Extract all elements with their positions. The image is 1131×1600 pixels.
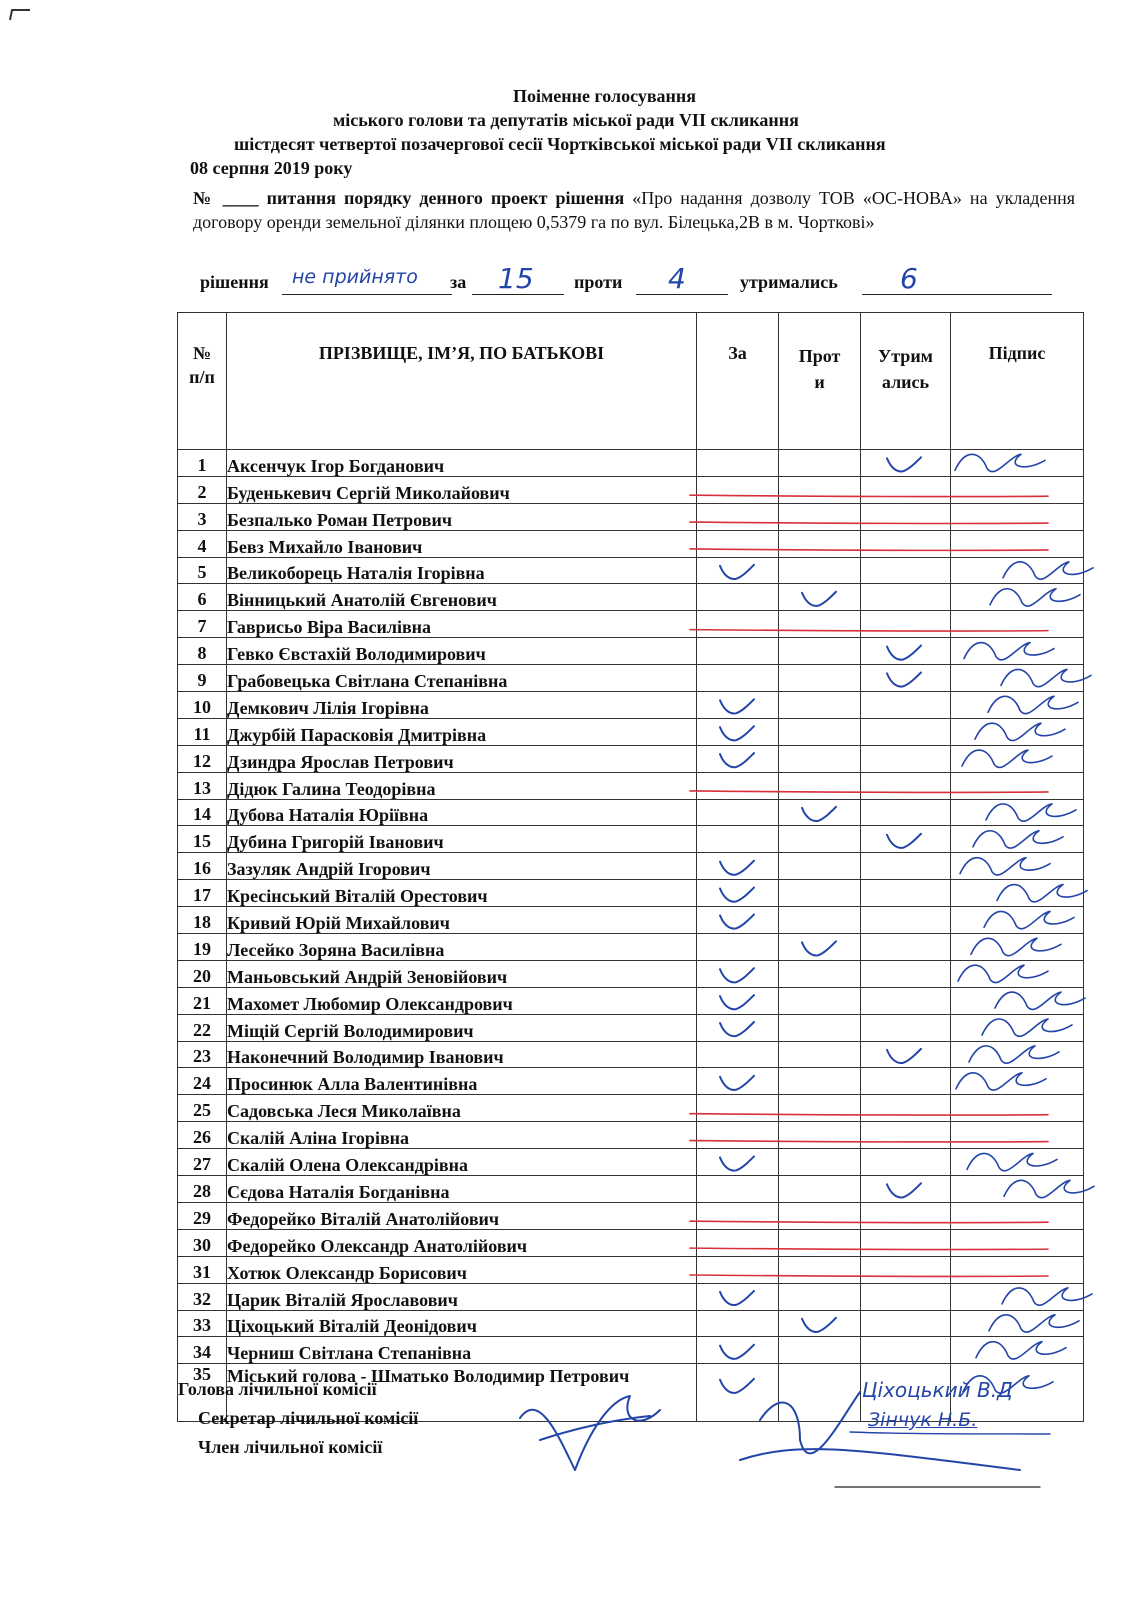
table-row (178, 584, 1084, 611)
table-row (178, 1068, 1084, 1095)
table-row (178, 1014, 1084, 1041)
vote-against-cell (779, 1176, 861, 1203)
vote-abstain-cell (861, 1095, 951, 1122)
vote-abstain-cell (861, 692, 951, 719)
table-row (178, 880, 1084, 907)
vote-against-cell (779, 799, 861, 826)
row-number: 23 (178, 1041, 227, 1068)
deputy-name: Кресінський Віталій Орестович (227, 880, 697, 907)
deputy-name: Махомет Любомир Олександрович (227, 987, 697, 1014)
vote-abstain-cell (861, 530, 951, 557)
vote-for-cell (697, 450, 779, 477)
row-number: 17 (178, 880, 227, 907)
table-row (178, 1256, 1084, 1283)
handwritten-name-2: Зінчук Н.Б. (868, 1409, 978, 1431)
vote-for-cell (697, 638, 779, 665)
signature-underline (850, 1432, 1050, 1434)
vote-for-cell (697, 1095, 779, 1122)
table-row (178, 1337, 1084, 1364)
row-number: 25 (178, 1095, 227, 1122)
row-number: 27 (178, 1149, 227, 1176)
vote-for-cell (697, 799, 779, 826)
document-subtitle: міського голови та депутатів міської ради VII скликання (333, 110, 799, 130)
table-row (178, 1176, 1084, 1203)
deputy-name: Царик Віталій Ярославович (227, 1283, 697, 1310)
vote-abstain-cell (861, 503, 951, 530)
vote-for-cell (697, 1014, 779, 1041)
vote-for-cell (697, 503, 779, 530)
vote-against-cell (779, 960, 861, 987)
vote-against-cell (779, 907, 861, 934)
deputy-name: Федорейко Віталій Анатолійович (227, 1202, 697, 1229)
signature-cell (951, 826, 1084, 853)
signature-cell (951, 530, 1084, 557)
vote-against-cell (779, 1364, 861, 1422)
vote-abstain-cell (861, 1068, 951, 1095)
vote-against-cell (779, 853, 861, 880)
vote-against-cell (779, 718, 861, 745)
vote-against-cell (779, 1229, 861, 1256)
table-row (178, 745, 1084, 772)
vote-for-cell (697, 853, 779, 880)
deputy-name: Наконечний Володимир Іванович (227, 1041, 697, 1068)
vote-against-cell (779, 987, 861, 1014)
table-row (178, 1310, 1084, 1337)
table-row (178, 692, 1084, 719)
vote-for-cell (697, 907, 779, 934)
vote-abstain-cell (861, 611, 951, 638)
row-number: 21 (178, 987, 227, 1014)
session-title: шістдесят четвертої позачергової сесії Чортківської міської ради VII скликання (234, 134, 886, 154)
vote-for-cell (697, 1176, 779, 1203)
table-row (178, 907, 1084, 934)
signature-cell (951, 1041, 1084, 1068)
table-row (178, 638, 1084, 665)
vote-abstain-cell (861, 987, 951, 1014)
document-title: Поіменне голосування (513, 86, 697, 106)
signature-cell (951, 987, 1084, 1014)
table-row (178, 799, 1084, 826)
agenda-item (193, 186, 1075, 234)
vote-abstain-cell (861, 934, 951, 961)
vote-for-cell (697, 772, 779, 799)
vote-against-cell (779, 1095, 861, 1122)
vote-against-cell (779, 503, 861, 530)
vote-for-cell (697, 1068, 779, 1095)
deputy-name: Гаврисьо Віра Василівна (227, 611, 697, 638)
row-number: 8 (178, 638, 227, 665)
vote-against-cell (779, 934, 861, 961)
deputy-name: Просинюк Алла Валентинівна (227, 1068, 697, 1095)
vote-abstain-cell (861, 1041, 951, 1068)
vote-for-cell (697, 987, 779, 1014)
vote-table-header (178, 313, 1084, 450)
vote-against-cell (779, 450, 861, 477)
vote-against-cell (779, 1149, 861, 1176)
signature-cell (951, 772, 1084, 799)
signature-cell (951, 1202, 1084, 1229)
signature-cell (951, 799, 1084, 826)
deputy-name: Кривий Юрій Михайлович (227, 907, 697, 934)
vote-abstain-cell (861, 1283, 951, 1310)
row-number: 3 (178, 503, 227, 530)
vote-for-cell (697, 1122, 779, 1149)
row-number: 30 (178, 1229, 227, 1256)
signature-cell (951, 907, 1084, 934)
vote-abstain-cell (861, 1202, 951, 1229)
vote-against-cell (779, 1041, 861, 1068)
row-number: 2 (178, 476, 227, 503)
table-row (178, 1283, 1084, 1310)
signature-cell (951, 638, 1084, 665)
vote-abstain-cell (861, 665, 951, 692)
vote-against-cell (779, 745, 861, 772)
vote-abstain-cell (861, 799, 951, 826)
vote-abstain-cell (861, 1337, 951, 1364)
row-number: 32 (178, 1283, 227, 1310)
vote-abstain-cell (861, 880, 951, 907)
row-number: 13 (178, 772, 227, 799)
vote-abstain-cell (861, 772, 951, 799)
vote-abstain-cell (861, 1122, 951, 1149)
vote-abstain-cell (861, 584, 951, 611)
vote-abstain-cell (861, 853, 951, 880)
header-num: № п/п (178, 313, 227, 450)
vote-for-cell (697, 826, 779, 853)
signature-cell (951, 960, 1084, 987)
signature-cell (951, 557, 1084, 584)
deputy-name: Федорейко Олександр Анатолійович (227, 1229, 697, 1256)
vote-against-cell (779, 530, 861, 557)
vote-against-cell (779, 1122, 861, 1149)
table-row (178, 1041, 1084, 1068)
row-number: 34 (178, 1337, 227, 1364)
vote-for-cell (697, 611, 779, 638)
vote-abstain-cell (861, 907, 951, 934)
abstain-blank (862, 294, 1052, 295)
for-handwritten: 15 (498, 262, 534, 295)
deputy-name: Хотюк Олександр Борисович (227, 1256, 697, 1283)
row-number: 35 (178, 1364, 227, 1422)
signature-cell (951, 1337, 1084, 1364)
row-number: 12 (178, 745, 227, 772)
deputy-name: Міщій Сергій Володимирович (227, 1014, 697, 1041)
row-number: 7 (178, 611, 227, 638)
vote-for-cell (697, 584, 779, 611)
table-row (178, 476, 1084, 503)
handwritten-name-1: Ціхоцький В.Д (862, 1378, 1013, 1402)
deputy-name: Скалій Олена Олександрівна (227, 1149, 697, 1176)
vote-for-cell (697, 557, 779, 584)
vote-for-cell (697, 745, 779, 772)
row-number: 9 (178, 665, 227, 692)
table-row (178, 987, 1084, 1014)
deputy-name: Лесейко Зоряна Василівна (227, 934, 697, 961)
deputy-name: Зазуляк Андрій Ігорович (227, 853, 697, 880)
vote-for-cell (697, 1256, 779, 1283)
vote-table (177, 312, 1084, 1422)
deputy-name: Дубова Наталія Юріївна (227, 799, 697, 826)
vote-abstain-cell (861, 450, 951, 477)
row-number: 28 (178, 1176, 227, 1203)
vote-against-cell (779, 638, 861, 665)
vote-for-cell (697, 960, 779, 987)
scan-corner-mark (8, 8, 32, 22)
vote-against-cell (779, 1256, 861, 1283)
table-row (178, 1122, 1084, 1149)
row-number: 29 (178, 1202, 227, 1229)
signature-cell (951, 1256, 1084, 1283)
row-number: 10 (178, 692, 227, 719)
vote-against-cell (779, 1068, 861, 1095)
row-number: 31 (178, 1256, 227, 1283)
vote-against-cell (779, 880, 861, 907)
vote-abstain-cell (861, 638, 951, 665)
vote-against-cell (779, 692, 861, 719)
vote-abstain-cell (861, 1014, 951, 1041)
table-row (178, 853, 1084, 880)
row-number: 22 (178, 1014, 227, 1041)
deputy-name: Садовська Леся Миколаївна (227, 1095, 697, 1122)
vote-against-cell (779, 1283, 861, 1310)
deputy-name: Бевз Михайло Іванович (227, 530, 697, 557)
counting-commission-secretary: Секретар лічильної комісії (198, 1408, 419, 1428)
vote-for-cell (697, 1337, 779, 1364)
vote-for-cell (697, 1310, 779, 1337)
vote-abstain-cell (861, 826, 951, 853)
deputy-name: Гевко Євстахій Володимирович (227, 638, 697, 665)
signature-cell (951, 1176, 1084, 1203)
vote-abstain-cell (861, 960, 951, 987)
signature-cell (951, 745, 1084, 772)
signature-cell (951, 1122, 1084, 1149)
row-number: 16 (178, 853, 227, 880)
vote-for-cell (697, 934, 779, 961)
vote-against-cell (779, 611, 861, 638)
signature-cell (951, 476, 1084, 503)
deputy-name: Дзиндра Ярослав Петрович (227, 745, 697, 772)
vote-abstain-cell (861, 1310, 951, 1337)
signature-cell (951, 1229, 1084, 1256)
document-date: 08 серпня 2019 року (190, 158, 353, 178)
vote-for-cell (697, 692, 779, 719)
table-row (178, 1202, 1084, 1229)
table-row (178, 718, 1084, 745)
counting-commission-member: Член лічильної комісії (198, 1437, 383, 1457)
vote-for-cell (697, 1364, 779, 1422)
signature-cell (951, 718, 1084, 745)
deputy-name: Дідюк Галина Теодорівна (227, 772, 697, 799)
deputy-name: Черниш Світлана Степанівна (227, 1337, 697, 1364)
row-number: 15 (178, 826, 227, 853)
table-row (178, 665, 1084, 692)
header-against: Проти (779, 313, 861, 450)
table-row (178, 960, 1084, 987)
vote-abstain-cell (861, 476, 951, 503)
deputy-name: Дубина Григорій Іванович (227, 826, 697, 853)
row-number: 4 (178, 530, 227, 557)
header-name: ПРІЗВИЩЕ, ІМ’Я, ПО БАТЬКОВІ (227, 313, 697, 450)
vote-against-cell (779, 1337, 861, 1364)
signature-cell (951, 450, 1084, 477)
deputy-name: Великоборець Наталія Ігорівна (227, 557, 697, 584)
row-number: 33 (178, 1310, 227, 1337)
row-number: 1 (178, 450, 227, 477)
signature-cell (951, 611, 1084, 638)
row-number: 14 (178, 799, 227, 826)
table-row (178, 772, 1084, 799)
agenda-prefix: № ____ питання порядку денного проект рішення (193, 188, 625, 208)
signature-cell (951, 1014, 1084, 1041)
decision-label: рішення (200, 272, 269, 292)
deputy-name: Маньовський Андрій Зеновійович (227, 960, 697, 987)
abstain-label: утримались (740, 272, 838, 292)
decision-line (200, 262, 1080, 298)
deputy-name: Ціхоцький Віталій Деонідович (227, 1310, 697, 1337)
deputy-name: Сєдова Наталія Богданівна (227, 1176, 697, 1203)
vote-abstain-cell (861, 1176, 951, 1203)
table-row (178, 557, 1084, 584)
deputy-name: Джурбій Парасковія Дмитрівна (227, 718, 697, 745)
vote-against-cell (779, 584, 861, 611)
signature-cell (951, 503, 1084, 530)
vote-against-cell (779, 826, 861, 853)
header-abstain: Утримались (861, 313, 951, 450)
deputy-name: Вінницький Анатолій Євгенович (227, 584, 697, 611)
vote-against-cell (779, 1014, 861, 1041)
signature-cell (951, 1149, 1084, 1176)
table-row (178, 450, 1084, 477)
signature-cell (951, 692, 1084, 719)
table-row (178, 1095, 1084, 1122)
row-number: 11 (178, 718, 227, 745)
header-signature: Підпис (951, 313, 1084, 450)
signature-cell (951, 853, 1084, 880)
against-label: проти (574, 272, 623, 292)
vote-table-body (178, 450, 1084, 1422)
deputy-name: Буденькевич Сергій Миколайович (227, 476, 697, 503)
vote-for-cell (697, 1041, 779, 1068)
table-row (178, 1149, 1084, 1176)
deputy-name: Аксенчук Ігор Богданович (227, 450, 697, 477)
vote-against-cell (779, 772, 861, 799)
table-row (178, 503, 1084, 530)
row-number: 20 (178, 960, 227, 987)
signature-cell (951, 665, 1084, 692)
against-handwritten: 4 (668, 262, 686, 295)
vote-for-cell (697, 1149, 779, 1176)
vote-abstain-cell (861, 557, 951, 584)
counting-commission-chair: Голова лічильної комісії (178, 1379, 377, 1399)
vote-abstain-cell (861, 1229, 951, 1256)
vote-against-cell (779, 1202, 861, 1229)
table-row (178, 611, 1084, 638)
agenda-text: «Про надання дозволу ТОВ «ОС-НОВА» на укладення договору оренди земельної ділянки площею 0,5379 га по вул. Білецька,2В в м. Чорткові» (193, 188, 1075, 232)
vote-for-cell (697, 718, 779, 745)
vote-for-cell (697, 665, 779, 692)
signature-cell (951, 1310, 1084, 1337)
row-number: 26 (178, 1122, 227, 1149)
deputy-name: Безпалько Роман Петрович (227, 503, 697, 530)
signature-cell (951, 880, 1084, 907)
signature-cell (951, 1068, 1084, 1095)
decision-handwritten: не прийнято (292, 266, 418, 288)
vote-for-cell (697, 880, 779, 907)
vote-against-cell (779, 557, 861, 584)
row-number: 19 (178, 934, 227, 961)
table-row (178, 530, 1084, 557)
vote-for-cell (697, 1229, 779, 1256)
vote-for-cell (697, 476, 779, 503)
deputy-name: Демкович Лілія Ігорівна (227, 692, 697, 719)
header-for: За (697, 313, 779, 450)
row-number: 24 (178, 1068, 227, 1095)
vote-for-cell (697, 1283, 779, 1310)
abstain-handwritten: 6 (900, 262, 918, 295)
for-label: за (450, 272, 467, 292)
vote-abstain-cell (861, 1149, 951, 1176)
vote-abstain-cell (861, 745, 951, 772)
signature-cell (951, 934, 1084, 961)
table-row (178, 826, 1084, 853)
decision-blank (282, 294, 452, 295)
vote-for-cell (697, 530, 779, 557)
table-row (178, 1229, 1084, 1256)
signature-cell (951, 584, 1084, 611)
table-row (178, 934, 1084, 961)
signature-cell (951, 1095, 1084, 1122)
deputy-name: Скалій Аліна Ігорівна (227, 1122, 697, 1149)
vote-for-cell (697, 1202, 779, 1229)
vote-against-cell (779, 665, 861, 692)
deputy-name: Міський голова - Шматько Володимир Петрович (227, 1364, 697, 1422)
signature-cell (951, 1283, 1084, 1310)
row-number: 6 (178, 584, 227, 611)
row-number: 18 (178, 907, 227, 934)
deputy-name: Грабовецька Світлана Степанівна (227, 665, 697, 692)
vote-abstain-cell (861, 718, 951, 745)
vote-against-cell (779, 476, 861, 503)
vote-against-cell (779, 1310, 861, 1337)
row-number: 5 (178, 557, 227, 584)
vote-abstain-cell (861, 1256, 951, 1283)
